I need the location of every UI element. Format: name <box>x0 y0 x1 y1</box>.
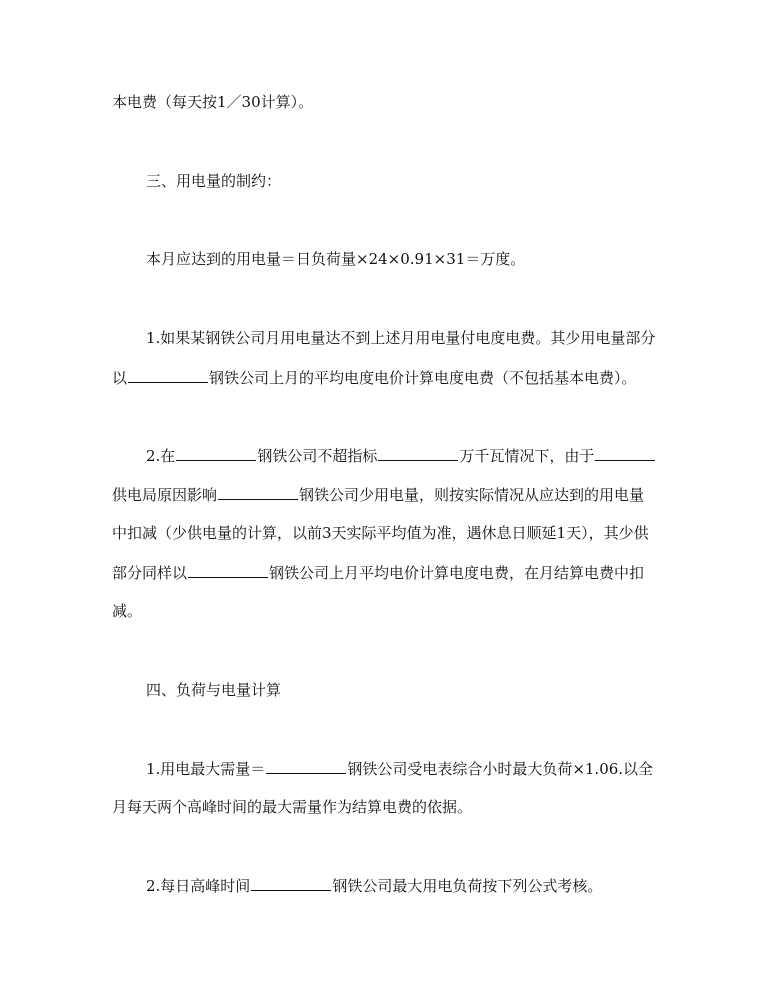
paragraph-line <box>146 875 660 896</box>
load-clause-2-prefix: 2.每日高峰时间 <box>146 877 251 895</box>
fill-in-blank[interactable] <box>128 367 208 383</box>
paragraph-line <box>112 562 660 583</box>
load-clause-1-suffix: 钢铁公司受电表综合小时最大负荷×1.06.以全 <box>347 760 654 778</box>
paragraph-line <box>112 484 660 505</box>
paragraph-line <box>112 797 660 817</box>
fill-in-blank[interactable] <box>595 445 655 461</box>
paragraph-line <box>112 601 660 621</box>
clause-1-text: 1.如果某钢铁公司月用电量达不到上述月用电量付电度电费。其少用电量部分 <box>146 329 656 347</box>
clause-1-text-suffix: 钢铁公司上月的平均电度电价计算电度电费（不包括基本电费）。 <box>209 369 637 387</box>
paragraph-line <box>146 328 660 348</box>
clause-2-text: 中扣减（少供电量的计算，以前3天实际平均值为准，遇休息日顺延1天），其少供 <box>112 524 649 542</box>
paragraph-line <box>112 523 660 543</box>
paragraph-line <box>146 445 660 466</box>
section-four-heading: 四、负荷与电量计算 <box>146 681 282 699</box>
section-heading <box>146 171 660 191</box>
fill-in-blank[interactable] <box>251 875 331 891</box>
clause-2-text-prefix: 供电局原因影响 <box>112 486 218 504</box>
load-clause-2-suffix: 钢铁公司最大用电负荷按下列公式考核。 <box>332 877 603 895</box>
fill-in-blank[interactable] <box>188 562 268 578</box>
load-clause-1-prefix: 1.用电最大需量＝ <box>146 760 266 778</box>
usage-formula: 本月应达到的用电量＝日负荷量×24×0.91×31＝万度。 <box>146 250 526 268</box>
clause-1-text-prefix: 以 <box>112 369 128 387</box>
load-clause-1-text: 月每天两个高峰时间的最大需量作为结算电费的依据。 <box>112 798 473 816</box>
fill-in-blank[interactable] <box>378 445 458 461</box>
fill-in-blank[interactable] <box>176 445 256 461</box>
section-three-heading: 三、用电量的制约： <box>146 172 282 190</box>
section-heading <box>146 680 660 700</box>
clause-2-text-suffix: 钢铁公司上月平均电价计算电度电费，在月结算电费中扣 <box>269 564 645 582</box>
clause-2-text-mid: 钢铁公司不超指标 <box>257 447 378 465</box>
clause-2-text-end: 减。 <box>112 602 143 620</box>
paragraph-line <box>146 758 660 779</box>
continuation-text: 本电费（每天按1／30计算）。 <box>112 93 314 111</box>
formula-line <box>146 249 660 269</box>
clause-2-text-prefix: 2.在 <box>146 447 176 465</box>
clause-2-text-prefix: 部分同样以 <box>112 564 188 582</box>
fill-in-blank[interactable] <box>266 758 346 774</box>
text-line <box>112 92 660 112</box>
paragraph-line <box>112 367 660 388</box>
clause-2-text-suffix: 钢铁公司少用电量，则按实际情况从应达到的用电量 <box>299 486 645 504</box>
fill-in-blank[interactable] <box>218 484 298 500</box>
clause-2-text-mid: 万千瓦情况下，由于 <box>459 447 595 465</box>
